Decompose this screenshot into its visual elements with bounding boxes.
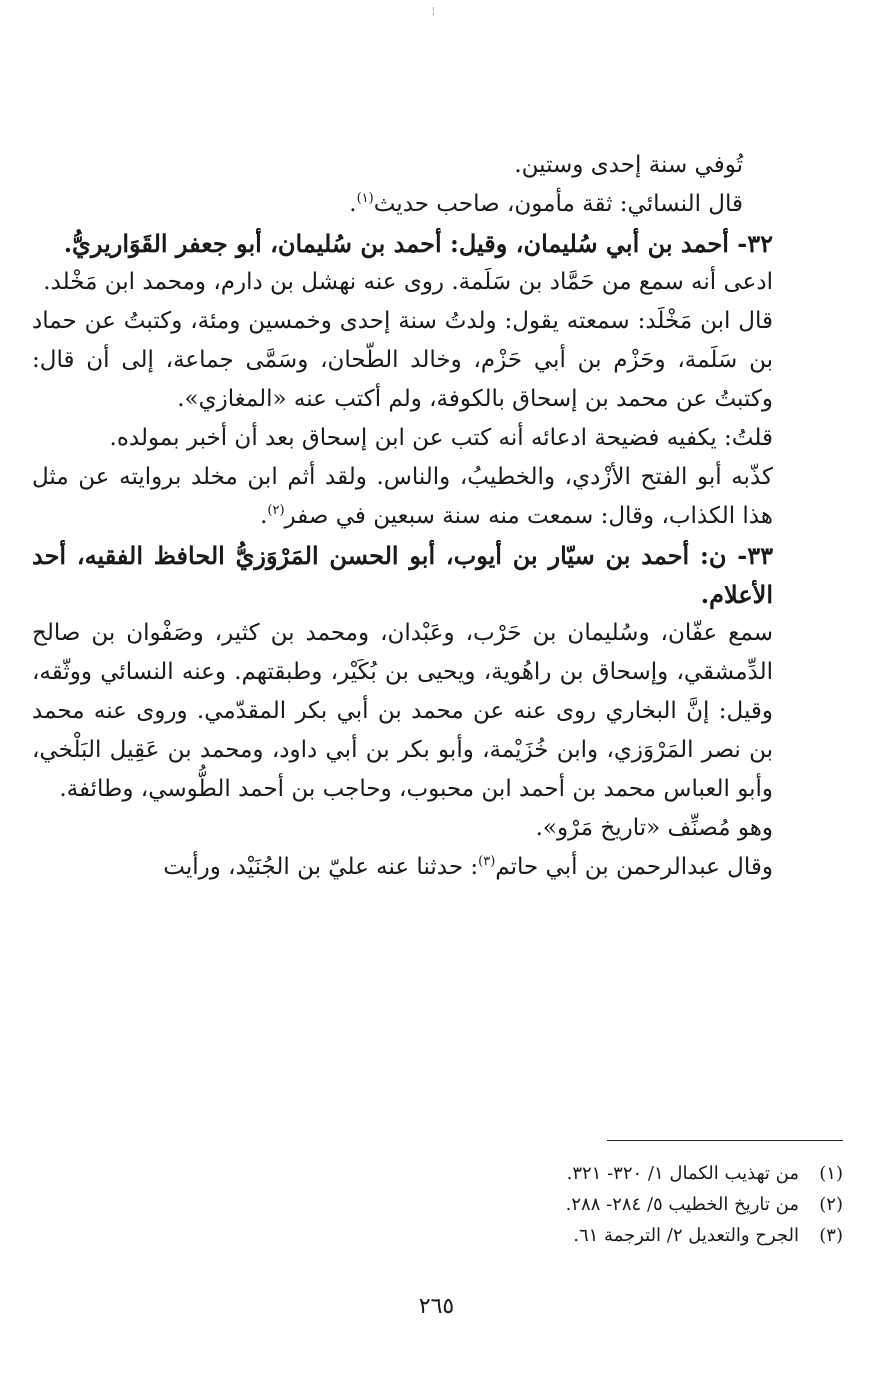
footnote-text: من تاريخ الخطيب ٥/ ٢٨٤- ٢٨٨.: [565, 1194, 799, 1215]
paragraph: قال النسائي: ثقة مأمون، صاحب حديث$^{(١)}$.: [349, 191, 743, 217]
paragraph: سمع عفّان، وسُليمان بن حَرْب، وعَبْدان، ومحمد بن كثير، وصَفْوان بن صالح الدِّمشقي، وإسحاق بن راهُوية، ويحيى بن بُكَيْر، وطبقتهم. وعنه النسائي ووثّقه، وقيل: إنَّ البخاري روى عنه عن محمد بن أبي بكر المقدّمي. وروى عنه محمد بن نصر المَرْوَزي، وابن خُزَيْمة، وأبو بكر بن أبي داود، ومحمد بن عَقِيل البَلْخي، وأبو العباس محمد بن أحمد ابن محبوب، وحاجب بن أحمد الطُّوسي، وطائفة.: [32, 620, 773, 802]
footnote-item: [32, 1220, 843, 1251]
footnote-text: الجرح والتعديل ٢/ الترجمة ٦١.: [573, 1225, 799, 1246]
paragraph: كذّبه أبو الفتح الأزْدي، والخطيبُ، والناس. ولقد أثم ابن مخلد بروايته عن مثل هذا الكذاب، وقال: سمعت منه سنة سبعين في صفر$^{(٢)}$.: [32, 464, 773, 529]
entry-heading-32: ٣٢- أحمد بن أبي سُليمان، وقيل: أحمد بن سُليمان، أبو جعفر القَوَاريريُّ.: [63, 229, 773, 258]
footnote-marker: (٣): [819, 1225, 843, 1246]
main-text: [32, 146, 843, 887]
footnote-ref-1[interactable]: (١): [356, 191, 374, 206]
paragraph: قال ابن مَخْلَد: سمعته يقول: ولدتُ سنة إحدى وخمسين ومئة، وكتبتُ عن حماد بن سَلَمة، وحَزْم بن أبي حَزْم، وخالد الطّحان، وسَمَّى جماعة، إلى أن قال: وكتبتُ عن محمد بن إسحاق بالكوفة، ولم أكتب عنه «المغازي».: [32, 308, 773, 412]
footnote-item: [32, 1189, 843, 1220]
paragraph: وهو مُصنِّف «تاريخ مَرْو».: [535, 815, 773, 841]
paragraph: قلتُ: يكفيه فضيحة ادعائه أنه كتب عن ابن إسحاق بعد أن أخبر بمولده.: [109, 425, 773, 451]
footnote-ref-3[interactable]: (٣): [478, 854, 496, 869]
footnote-item: [32, 1158, 843, 1189]
footnote-divider: [607, 1140, 843, 1141]
footnote-text: من تهذيب الكمال ١/ ٣٢٠- ٣٢١.: [566, 1163, 799, 1184]
text-line: قال النسائي: ثقة مأمون، صاحب حديث: [373, 191, 743, 217]
page-number: ٢٦٥: [418, 1294, 455, 1319]
footnote-marker: (١): [819, 1163, 843, 1184]
scan-mark: ¦: [431, 6, 435, 17]
footnote-marker: (٢): [819, 1194, 843, 1215]
paragraph: وقال عبدالرحمن بن أبي حاتم$^{(٣)}$: حدثنا عنه عليّ بن الجُنَيْد، ورأيت: [163, 854, 773, 880]
paragraph: ادعى أنه سمع من حَمَّاد بن سَلَمة. روى عنه نهشل بن دارم، ومحمد ابن مَخْلد.: [43, 269, 773, 295]
paragraph: [32, 146, 843, 185]
footnotes: [32, 1158, 843, 1251]
footnote-ref-2[interactable]: (٢): [267, 503, 285, 518]
entry-heading-33: ٣٣- ن: أحمد بن سيّار بن أيوب، أبو الحسن المَرْوَزيُّ الحافظ الفقيه، أحد الأعلام.: [32, 541, 773, 609]
text-line: تُوفي سنة إحدى وستين.: [514, 152, 743, 178]
